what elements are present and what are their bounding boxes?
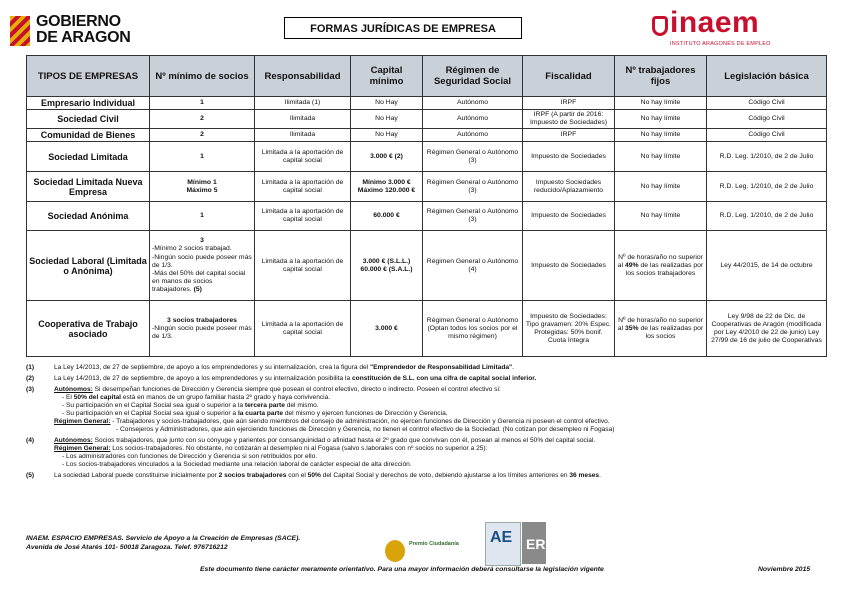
cell-trab <box>615 301 707 357</box>
cell-socios: 2 <box>150 110 255 129</box>
page-title: FORMAS JURÍDICAS DE EMPRESA <box>284 17 522 39</box>
inaem-logo <box>652 6 842 52</box>
ae-text: AE <box>490 529 513 546</box>
footnotes <box>26 364 826 483</box>
cell-regimen: Régimen General o Autónomo (3) <box>423 202 523 231</box>
cell-regimen: Autónomo <box>423 110 523 129</box>
cell-socios <box>150 172 255 202</box>
socios-ref: (5) <box>193 286 202 294</box>
cell-capital <box>351 231 423 301</box>
table-row <box>27 172 827 202</box>
col-header: Legislación básica <box>707 56 827 97</box>
note-bold: 2 socios trabajadores <box>218 472 287 479</box>
company-forms-table <box>26 55 827 357</box>
capital-min: Mínimo 3.000 € <box>362 178 411 186</box>
cell-fiscal: Impuesto de Sociedades <box>523 142 615 172</box>
bullet-pre: - El <box>62 394 74 401</box>
trab-a: Nº de horas/año no superior al <box>617 316 703 332</box>
capital-max: Máximo 120.000 € <box>357 186 416 194</box>
note-head: Autónomos: <box>54 437 93 444</box>
cell-fiscal: Impuesto de Sociedades <box>523 231 615 301</box>
footnote-1 <box>26 364 826 372</box>
cell-leg: R.D. Leg. 1/2010, de 2 de Julio <box>707 172 827 202</box>
cell-socios: 1 <box>150 97 255 110</box>
table-row <box>27 142 827 172</box>
premio-icon <box>385 540 405 562</box>
cell-socios <box>150 301 255 357</box>
document-date: Noviembre 2015 <box>758 566 811 573</box>
cell-tipo: Sociedad Anónima <box>27 202 150 231</box>
cell-fiscal: Impuesto de Sociedades: Tipo gravamen: 20% Espec. Protegidas: 50% bonif. Cuota Integra <box>523 301 615 357</box>
note-label: (2) <box>26 375 35 382</box>
note-label: (4) <box>26 437 35 444</box>
footer-line2: Avenida de José Atarés 101- 50018 Zaragoza. Telef. 976716212 <box>26 544 228 551</box>
table-row <box>27 97 827 110</box>
gob-line2: DE ARAGON <box>36 29 131 46</box>
footnote-3 <box>26 386 826 434</box>
footer-line1: INAEM. ESPACIO EMPRESAS. Servicio de Apoyo a la Creación de Empresas (SACE). <box>26 535 301 542</box>
cell-leg: Código Civil <box>707 129 827 142</box>
capital-sll: 3.000 € (S.L.L.) <box>362 257 411 265</box>
note-head: Autónomos: <box>54 386 93 393</box>
note-label: (5) <box>26 472 35 479</box>
cell-capital: No Hay <box>351 97 423 110</box>
table-row <box>27 231 827 301</box>
bullet-pre: - Su participación en el Capital Social sea igual o superior a <box>62 410 238 417</box>
table-row <box>27 202 827 231</box>
note-bold: "Emprendedor de Responsabilidad Limitada" <box>369 364 513 371</box>
note-text: . <box>599 472 601 479</box>
socios-min: Mínimo 1 <box>187 178 217 186</box>
socios-head: 3 socios trabajadores <box>167 316 237 324</box>
cell-leg: Ley 9/98 de 22 de Dic. de Cooperativas de Aragón (modificada por Ley 4/2010 de 22 de junio) Ley 27/99 de 16 de julio de Cooperativas <box>707 301 827 357</box>
cell-trab: No hay límite <box>615 202 707 231</box>
socios-line: -Ningún socio puede poseer más de 1/3. <box>152 253 252 269</box>
socios-line-text: -Más del 50% del capital social en manos de socios trabajadores. <box>152 270 246 294</box>
cell-resp: Ilimitada (1) <box>255 97 351 110</box>
bullet-pre: - Su participación en el Capital Social sea igual o superior a la <box>62 402 245 409</box>
aragon-flag-icon <box>10 16 30 46</box>
cell-trab: No hay límite <box>615 97 707 110</box>
cell-tipo: Empresario Individual <box>27 97 150 110</box>
cell-leg: Ley 44/2015, de 14 de octubre <box>707 231 827 301</box>
bullet: - Los administradores con funciones de Dirección y Gerencia si son retribuidos por ello. <box>62 453 318 460</box>
cell-leg: R.D. Leg. 1/2010, de 2 de Julio <box>707 202 827 231</box>
bullet-bold: 50% del capital <box>73 394 122 401</box>
trab-a: Nº de horas/año no superior al <box>617 253 703 269</box>
cell-socios: 1 <box>150 142 255 172</box>
socios-line <box>152 270 252 295</box>
col-header: Régimen de Seguridad Social <box>423 56 523 97</box>
note-label: (1) <box>26 364 35 371</box>
cell-capital: 3.000 € <box>351 301 423 357</box>
table-row <box>27 129 827 142</box>
cell-regimen: Régimen General o Autónomo (3) <box>423 172 523 202</box>
cell-trab: No hay límite <box>615 142 707 172</box>
note-head: Régimen General: <box>54 445 111 452</box>
note-text: La sociedad Laboral puede constituirse inicialmente por <box>54 472 219 479</box>
socios-line: -Mínimo 2 socios trabajad. <box>152 245 232 253</box>
trab-c: de las realizadas por los socios trabajadores <box>625 261 704 277</box>
socios-num: 3 <box>200 237 204 245</box>
col-header: Nº mínimo de socios <box>150 56 255 97</box>
note-bold: 50% <box>307 472 321 479</box>
gobierno-aragon-logo <box>10 14 160 50</box>
cell-tipo: Cooperativa de Trabajo asociado <box>27 301 150 357</box>
table-header-row <box>27 56 827 97</box>
bullet-post: está en manos de un grupo familiar hasta 2º grado y haya convivencia. <box>121 394 331 401</box>
note-bold: 36 meses <box>569 472 600 479</box>
cell-tipo: Comunidad de Bienes <box>27 129 150 142</box>
cell-tipo: Sociedad Civil <box>27 110 150 129</box>
cell-resp: Ilimitada <box>255 110 351 129</box>
socios-max: Máximo 5 <box>186 186 218 194</box>
note-end: . <box>512 364 514 371</box>
premio-ciudadania-logo <box>385 538 475 564</box>
ae-seal <box>485 522 521 566</box>
cell-leg: R.D. Leg. 1/2010, de 2 de Julio <box>707 142 827 172</box>
col-header: TIPOS DE EMPRESAS <box>27 56 150 97</box>
cell-leg: Código Civil <box>707 110 827 129</box>
er-text: ER <box>526 536 546 552</box>
note-text: - Trabajadores y socios-trabajadores, que aún siendo miembros del consejo de administración, no ejercen funciones de Dirección y Gerencia ni poseen el control efectivo. <box>110 418 610 425</box>
col-header: Capital mínimo <box>351 56 423 97</box>
cell-fiscal: IRPF <box>523 129 615 142</box>
bullet-bold: tercera parte <box>244 402 285 409</box>
table-row <box>27 301 827 357</box>
cell-fiscal: Impuesto Sociedades reducido/Aplazamiento <box>523 172 615 202</box>
inaem-subtitle: INSTITUTO ARAGONÉS DE EMPLEO <box>670 41 771 47</box>
bullet-post: del mismo y ejercen funciones de Dirección y Gerencia. <box>283 410 448 417</box>
cell-tipo: Sociedad Laboral (Limitada o Anónima) <box>27 231 150 301</box>
cell-capital: No Hay <box>351 110 423 129</box>
cell-capital: 60.000 € <box>351 202 423 231</box>
footnote-5 <box>26 472 826 480</box>
capital-sal: 60.000 € (S.A.L.) <box>360 265 413 273</box>
cell-socios <box>150 231 255 301</box>
trab-b: 49% <box>624 261 639 269</box>
cell-resp: Ilimitada <box>255 129 351 142</box>
note-label: (3) <box>26 386 35 393</box>
col-header: Responsabilidad <box>255 56 351 97</box>
cell-capital: No Hay <box>351 129 423 142</box>
footer-address <box>26 534 300 552</box>
note-text: - Consejeros y Administradores, que aún ejerciendo funciones de Dirección y Gerencia, no tienen el control efectivo de la Sociedad. (No cotizan por desempleo ni Fogasa) <box>116 426 615 433</box>
disclaimer: Este documento tiene carácter meramente orientativo. Para una mayor información deberá consultarse la legislación vigente <box>200 566 604 573</box>
cell-fiscal: IRPF <box>523 97 615 110</box>
cell-tipo: Sociedad Limitada Nueva Empresa <box>27 172 150 202</box>
note-text: Los socios-trabajadores. No obstante, no cotizarán al desempleo ni al Fogasa (salvo s.laborales con nº socios no superior a 25): <box>110 445 488 452</box>
bullet-post: del mismo. <box>284 402 319 409</box>
table-row <box>27 110 827 129</box>
trab-b: 35% <box>624 324 639 332</box>
cell-trab: No hay límite <box>615 129 707 142</box>
cell-regimen: Régimen General o Autónomo (3) <box>423 142 523 172</box>
note-text: del Capital Social y derechos de voto, debiendo ajustarse a los límites anteriores en <box>320 472 570 479</box>
cell-resp: Limitada a la aportación de capital social <box>255 202 351 231</box>
cell-regimen: Autónomo <box>423 97 523 110</box>
footnote-4 <box>26 437 826 469</box>
cell-tipo: Sociedad Limitada <box>27 142 150 172</box>
col-header: Fiscalidad <box>523 56 615 97</box>
col-header: Nº trabajadores fijos <box>615 56 707 97</box>
inaem-word: inaem <box>670 6 760 39</box>
cell-resp: Limitada a la aportación de capital social <box>255 231 351 301</box>
premio-text: Premio Ciudadanía <box>409 541 459 547</box>
footnote-2 <box>26 375 826 383</box>
cell-trab: No hay límite <box>615 172 707 202</box>
cell-resp: Limitada a la aportación de capital social <box>255 142 351 172</box>
cell-socios: 1 <box>150 202 255 231</box>
cell-trab <box>615 231 707 301</box>
note-text: Si desempeñan funciones de Dirección y Gerencia siempre que posean el control efectivo, directo o indirecto. Poseen el control efectivo si: <box>92 386 501 393</box>
cell-capital: 3.000 € (2) <box>351 142 423 172</box>
note-text: La Ley 14/2013, de 27 de septiembre, de apoyo a los emprendedores y su internalización posibilita la <box>54 375 353 382</box>
trab-c: de las realizadas por los socios <box>640 324 704 340</box>
note-text: con el <box>286 472 308 479</box>
inaem-e-icon <box>652 16 668 36</box>
note-bold: constitución de S.L. con una cifra de capital social inferior. <box>352 375 537 382</box>
bullet-bold: la cuarta parte <box>237 410 284 417</box>
bullet: - Los socios-trabajadores vinculados a la Sociedad mediante una relación laboral de carácter especial de alta dirección. <box>62 461 412 468</box>
cell-resp: Limitada a la aportación de capital social <box>255 301 351 357</box>
cell-fiscal: IRPF (A partir de 2016: Impuesto de Sociedades) <box>523 110 615 129</box>
note-head: Régimen General: <box>54 418 111 425</box>
er-seal <box>522 522 546 564</box>
gob-line1: GOBIERNO <box>36 13 121 30</box>
cell-regimen: Autónomo <box>423 129 523 142</box>
socios-line: -Ningún socio puede poseer más de 1/3. <box>152 324 252 340</box>
note-text: Socios trabajadores, que junto con su cónyuge y parientes por consanguinidad o afinidad hasta el 2º grado que convivan con él, posean al menos el 50% del capital social. <box>92 437 596 444</box>
cell-regimen: Régimen General o Autónomo (Optan todos los socios por el mismo régimen) <box>423 301 523 357</box>
cell-resp: Limitada a la aportación de capital social <box>255 172 351 202</box>
cell-fiscal: Impuesto de Sociedades <box>523 202 615 231</box>
cell-capital <box>351 172 423 202</box>
note-text: La Ley 14/2013, de 27 de septiembre, de apoyo a los emprendedores y su internalización, crea la figura del <box>54 364 370 371</box>
cell-trab: No hay límite <box>615 110 707 129</box>
cell-regimen: Régimen General o Autónomo (4) <box>423 231 523 301</box>
cell-socios: 2 <box>150 129 255 142</box>
cell-leg: Código Civil <box>707 97 827 110</box>
